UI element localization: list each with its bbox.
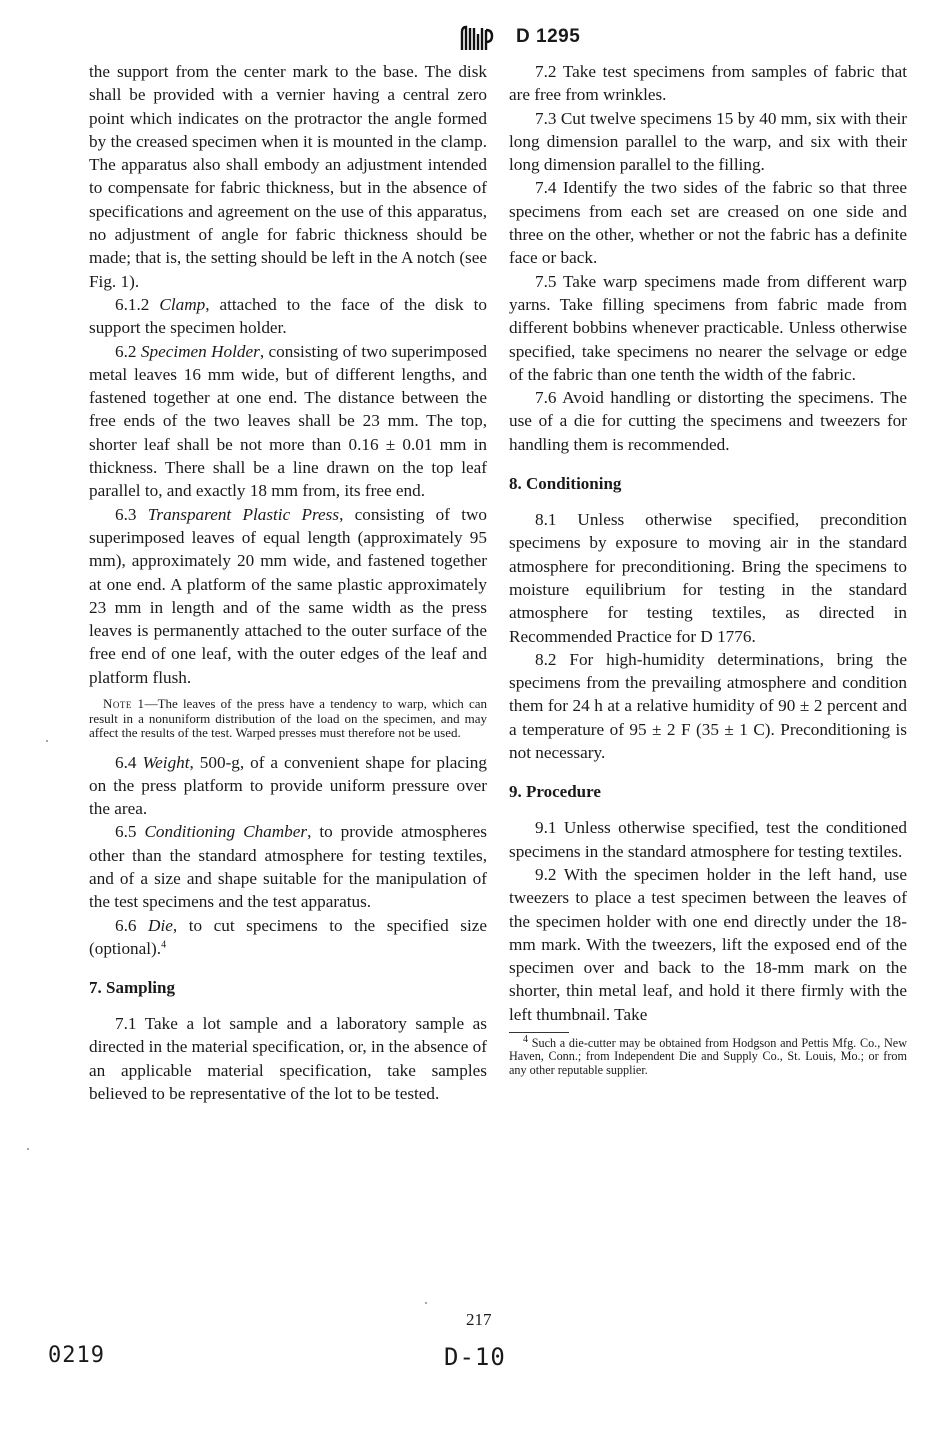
section-number: 6.4 bbox=[115, 752, 143, 772]
scan-speck bbox=[46, 740, 48, 742]
paragraph-9-1: 9.1 Unless otherwise specified, test the conditioned specimens in the standard atmosphere for testing textiles. bbox=[509, 818, 907, 861]
section-heading-conditioning: 8. Conditioning bbox=[509, 474, 622, 494]
section-number: 6.5 bbox=[115, 822, 145, 842]
scan-speck bbox=[425, 1302, 427, 1304]
astm-logo-icon bbox=[458, 24, 498, 54]
footnote-marker: 4 bbox=[523, 1033, 528, 1045]
item-text: , to cut specimens to the specified size (optional). bbox=[89, 915, 488, 958]
paragraph-7-3: 7.3 Cut twelve specimens 15 by 40 mm, six with their long dimension parallel to the warp, and six with their long dimension parallel to the filling. bbox=[509, 108, 907, 175]
paragraph-7-4: 7.4 Identify the two sides of the fabric so that three specimens from each set are creased on one side and three on the other, whether or not the fabric has a definite face or back. bbox=[509, 178, 907, 268]
paragraph-7-5: 7.5 Take warp specimens made from different warp yarns. Take filling specimens from fabric made from different bobbins whenever practicable. Unless otherwise specified, take specimens no nearer the selvage or edge of the fabric than one tenth the width of the fabric. bbox=[509, 271, 907, 384]
paragraph-6-5 bbox=[89, 820, 487, 913]
footnote-4 bbox=[509, 1033, 907, 1077]
paragraph-8-2: 8.2 For high-humidity determinations, bring the specimens from the prevailing atmosphere and condition them for 24 h at a relative humidity of 90 ± 2 percent and a temperature of 95 ± 2 F (35 ± 1 C). Preconditioning is not necessary. bbox=[509, 649, 907, 763]
section-number: 6.1.2 bbox=[115, 294, 160, 314]
right-column bbox=[509, 60, 907, 1077]
left-column bbox=[89, 60, 487, 1105]
footnote-reference: 4 bbox=[161, 939, 167, 951]
section-heading-sampling: 7. Sampling bbox=[89, 978, 175, 998]
item-title: Clamp bbox=[159, 294, 206, 314]
item-title: Transparent Plastic Press bbox=[147, 504, 340, 524]
item-title: Specimen Holder bbox=[140, 341, 260, 361]
item-text: , 500-g, of a convenient shape for placing on the press platform to provide uniform pressure over the area. bbox=[89, 752, 487, 819]
standard-designation: D 1295 bbox=[516, 26, 581, 47]
section-number: 6.3 bbox=[115, 504, 148, 524]
paragraph-7-6: 7.6 Avoid handling or distorting the specimens. The use of a die for cutting the specimens and tweezers for handling them is recommended. bbox=[509, 388, 907, 454]
page-number: 217 bbox=[466, 1310, 492, 1329]
footnote-text: Such a die-cutter may be obtained from Hodgson and Pettis Mfg. Co., New Haven, Conn.; from Independent Die and Supply Co., St. Louis, Mo.; or from any other reputable supplier. bbox=[509, 1035, 907, 1077]
note-1 bbox=[89, 697, 487, 741]
paragraph-8-1: 8.1 Unless otherwise specified, precondition specimens by exposure to moving air in the standard atmosphere for preconditioning. Bring the specimens to moisture equilibrium for testing in the standard atmosphere for testing textiles, as directed in Recommended Practice for D 1776. bbox=[509, 510, 907, 646]
page-header bbox=[0, 18, 950, 58]
paragraph-7-1: 7.1 Take a lot sample and a laboratory sample as directed in the material specification, or, in the absence of an applicable material specification, take samples believed to be representative of the lot to be tested. bbox=[89, 1014, 487, 1104]
scan-speck bbox=[27, 1148, 29, 1150]
item-text: , attached to the face of the disk to support the specimen holder. bbox=[89, 294, 487, 338]
section-number: 6.2 bbox=[115, 341, 141, 361]
note-text: —The leaves of the press have a tendency to warp, which can result in a nonuniform distribution of the load on the specimen, and may affect the results of the test. Warped presses must therefore not be used. bbox=[89, 696, 487, 741]
paragraph-6-1-2 bbox=[89, 293, 487, 340]
item-title: Conditioning Chamber bbox=[144, 822, 308, 842]
item-text: , consisting of two superimposed leaves of equal length (approximately 95 mm), approximately 20 mm wide, and fastened together at one end. A platform of the same plastic approximately 23 mm in length and of the same width as the press leaves is permanently attached to the outer surface of the free end of one leaf, with the outer edges of the leaf and platform flush. bbox=[89, 504, 488, 687]
section-heading-procedure: 9. Procedure bbox=[509, 782, 601, 802]
paragraph-9-2: 9.2 With the specimen holder in the left hand, use tweezers to place a test specimen between the leaves of the specimen holder with one end directly under the 18-mm mark. With the tweezers, lift the exposed end of the specimen over and back to the 18-mm mark on the shorter, thin metal leaf, and hold it there firmly with the left thumbnail. Take bbox=[509, 864, 907, 1024]
item-title: Die bbox=[148, 915, 173, 935]
paragraph-6-1-1-continued: the support from the center mark to the base. The disk shall be provided with a vernier having a central zero point which indicates on the protractor the angle formed by the creased specimen when it is mounted in the clamp. The apparatus also shall embody an adjustment intended to compensate for fabric thickness, but in the absence of specifications and agreement on the use of this apparatus, no adjustment of angle for fabric thickness should be made; that is, the setting should be left in the A notch (see Fig. 1). bbox=[89, 62, 487, 291]
item-text: , to provide atmospheres other than the standard atmosphere for testing textiles, and of a size and shape suitable for the manipulation of the test specimens and the test apparatus. bbox=[89, 822, 487, 912]
item-title: Weight bbox=[142, 752, 190, 772]
paragraph-7-2: 7.2 Take test specimens from samples of fabric that are free from wrinkles. bbox=[509, 62, 907, 105]
archive-stamp-number: 0219 bbox=[48, 1343, 105, 1368]
paragraph-6-4 bbox=[89, 751, 487, 821]
section-number: 6.6 bbox=[115, 915, 149, 935]
paragraph-6-2 bbox=[89, 340, 487, 503]
item-text: , consisting of two superimposed metal leaves 16 mm wide, but of different lengths, and fastened together at one end. The distance between the free ends of the two leaves shall be 23 mm. The top, shorter leaf shall be not more than 0.16 ± 0.01 mm in thickness. There shall be a line drawn on the top leaf parallel to, and exactly 18 mm from, its free end. bbox=[89, 341, 488, 501]
note-label: Note 1 bbox=[103, 696, 145, 712]
paragraph-6-3 bbox=[89, 503, 487, 689]
paragraph-6-6 bbox=[89, 914, 487, 961]
footnote-divider bbox=[509, 1032, 569, 1033]
archive-stamp-code: D-10 bbox=[444, 1343, 506, 1371]
